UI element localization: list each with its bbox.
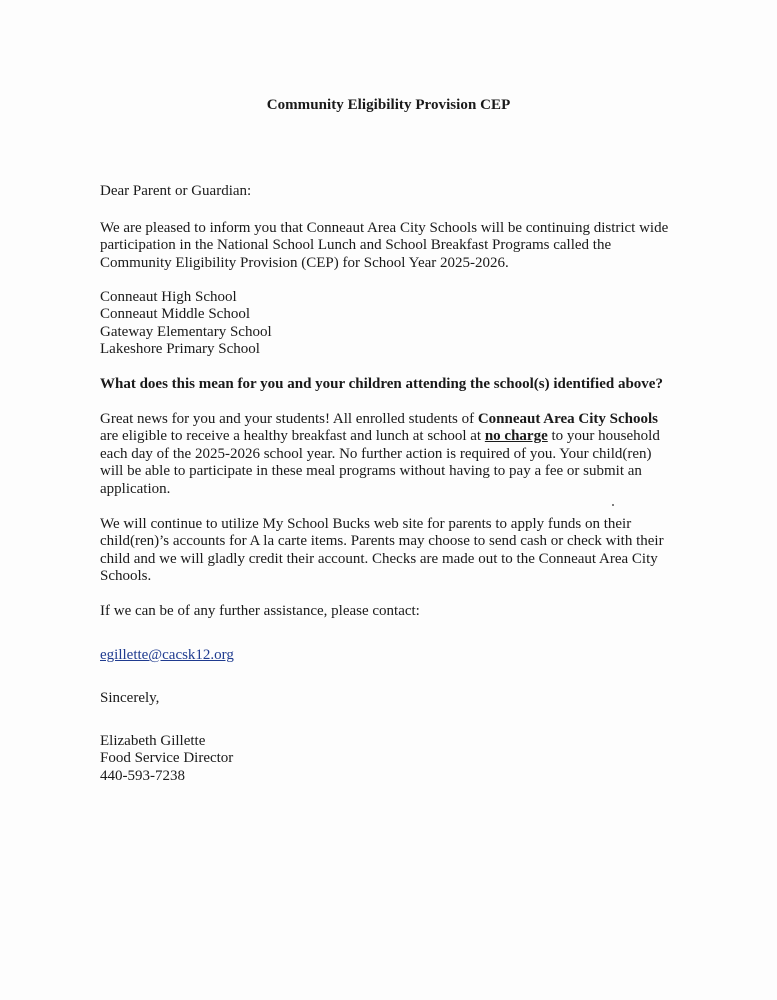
news-text: Great news for you and your students! All enrolled students of bbox=[100, 411, 478, 427]
news-text: to your household bbox=[547, 428, 660, 445]
signer-name: Elizabeth Gillette bbox=[100, 733, 206, 749]
district-name: Conneaut Area City Schools bbox=[477, 411, 658, 427]
closing: Sincerely, bbox=[100, 690, 160, 706]
school-item: Conneaut Middle School bbox=[100, 306, 250, 323]
bucks-line: child(ren)’s accounts for A la carte items. Parents may choose to send cash or check with their bbox=[100, 533, 664, 550]
school-item: Gateway Elementary School bbox=[100, 323, 272, 340]
greeting: Dear Parent or Guardian: bbox=[100, 183, 252, 199]
school-item: Lakeshore Primary School bbox=[100, 341, 260, 358]
news-paragraph bbox=[100, 411, 690, 498]
scan-speck bbox=[612, 504, 614, 506]
school-list bbox=[100, 289, 690, 359]
bucks-line: child and we will gladly credit their account. Checks are made out to the Conneaut Area City bbox=[100, 550, 658, 567]
news-line: each day of the 2025-2026 school year. No further action is required of you. Your child(ren) bbox=[100, 445, 652, 462]
email-link[interactable]: egillette@cacsk12.org bbox=[100, 647, 234, 663]
news-line: will be able to participate in these meal programs without having to pay a fee or submit an bbox=[100, 463, 642, 480]
intro-paragraph bbox=[100, 220, 690, 272]
news-text: are eligible to receive a healthy breakfast and lunch at school at bbox=[100, 428, 485, 445]
intro-line: participation in the National School Lunch and School Breakfast Programs called the bbox=[100, 237, 612, 254]
signer-role: Food Service Director bbox=[100, 750, 234, 767]
question-heading: What does this mean for you and your children attending the school(s) identified above? bbox=[100, 376, 663, 392]
signer-phone: 440-593-7238 bbox=[100, 767, 185, 784]
email-line bbox=[100, 647, 690, 664]
intro-line: We are pleased to inform you that Conneaut Area City Schools will be continuing district wide bbox=[100, 220, 669, 236]
news-line bbox=[100, 428, 690, 445]
school-bucks-paragraph bbox=[100, 516, 690, 586]
intro-line: Community Eligibility Provision (CEP) for School Year 2025-2026. bbox=[100, 254, 509, 271]
signature-block bbox=[100, 733, 690, 785]
contact-prompt: If we can be of any further assistance, please contact: bbox=[100, 603, 420, 619]
bucks-line: We will continue to utilize My School Bucks web site for parents to apply funds on their bbox=[100, 516, 632, 532]
news-line: application. bbox=[100, 480, 171, 497]
news-line bbox=[100, 411, 690, 428]
school-item: Conneaut High School bbox=[100, 289, 237, 305]
no-charge-emphasis: no charge bbox=[484, 428, 548, 445]
bucks-line: Schools. bbox=[100, 568, 152, 585]
page-title: Community Eligibility Provision CEP bbox=[266, 97, 511, 113]
